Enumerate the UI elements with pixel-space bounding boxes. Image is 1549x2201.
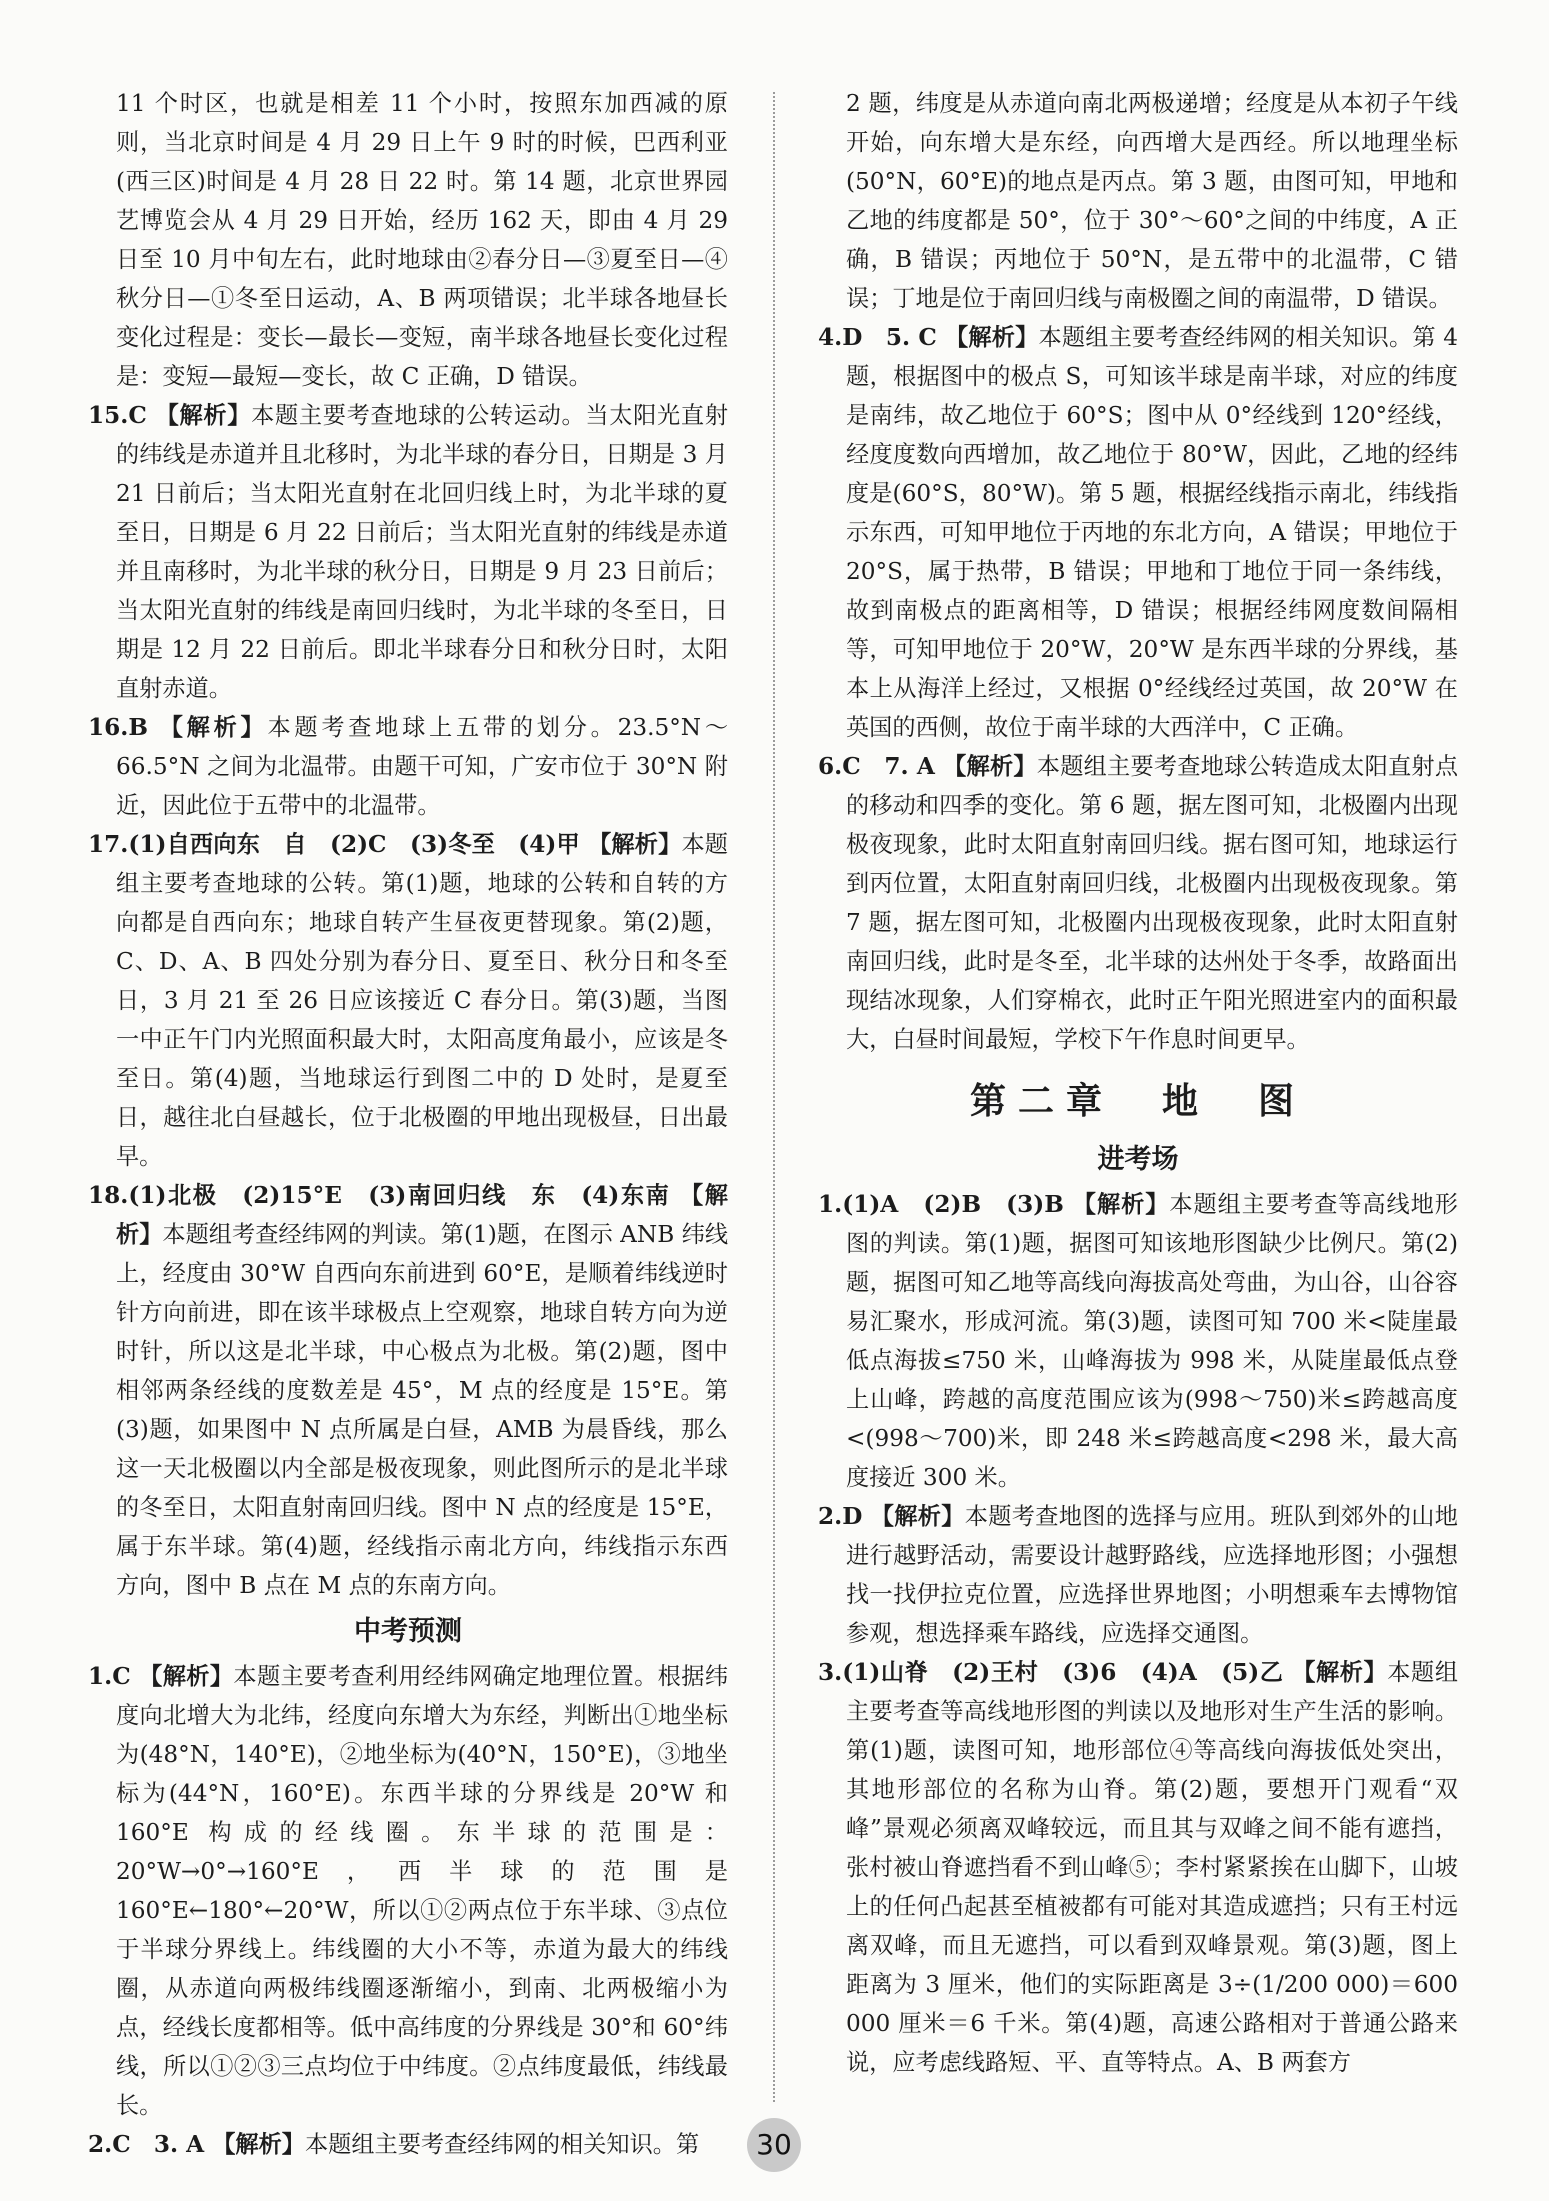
answer-explanation: 本题组主要考查经纬网的相关知识。第 4 题，根据图中的极点 S，可知该半球是南半球，对应的纬度是南纬，故乙地位于 60°S；图中从 0°经线到 120°经线，经度度数向西增加，故乙地位于 80°W，因此，乙地的经纬度是(60°S，80°W)。第 5 题，根据经线指示南北，纬线指示东西，可知甲地位于丙地的东北方向，A 错误；甲地位于 20°S，属于热带，B 错误；甲地和丁地位于同一条纬线，故到南极点的距离相等，D 错误；根据经纬网度数间隔相等，可知甲地位于 20°W，20°W 是东西半球的分界线，基本上从海洋上经过，又根据 0°经线经过英国，故 20°W 在英国的西侧，故位于南半球的大西洋中，C 正确。 [846,324,1459,741]
answer-explanation: 本题考查地球上五带的划分。23.5°N～66.5°N 之间为北温带。由题干可知，广安市位于 30°N 附近，因此位于五带中的北温带。 [116,714,729,819]
answer-16 [88,708,728,825]
answer-number: 18. [88,1182,129,1209]
prediction-answer-4-5 [818,318,1458,747]
answer-explanation: 本题组考查经纬网的判读。第(1)题，在图示 ANB 纬线上，经度由 30°W 自西向东前进到 60°E，是顺着纬线逆时针方向前进，即在该半球极点上空观察，地球自转方向为逆时针，所以这是北半球，中心极点为北极。第(2)题，图中相邻两条经线的度数差是 45°，M 点的经度是 15°E。第(3)题，如果图中 N 点所属是白昼，AMB 为晨昏线，那么这一天北极圈以内全部是极夜现象，则此图所示的是北半球的冬至日，太阳直射南回归线。图中 N 点的经度是 15°E，属于东半球。第(4)题，经线指示南北方向，纬线指示东西方向，图中 B 点在 M 点的东南方向。 [116,1221,729,1599]
answer-explanation: 本题组主要考查经纬网的相关知识。第 [304,2131,700,2158]
answer-explanation: 本题主要考查地球的公转运动。当太阳光直射的纬线是赤道并且北移时，为北半球的春分日，日期是 3 月 21 日前后；当太阳光直射在北回归线上时，为北半球的夏至日，日期是 6 月 22 日前后；当太阳光直射的纬线是赤道并且南移时，为北半球的秋分日，日期是 9 月 23 日前后；当太阳光直射的纬线是南回归线时，为北半球的冬至日，日期是 12 月 22 日前后。即北半球春分日和秋分日时，太阳直射赤道。 [116,402,729,702]
answer-number: 1. [818,1191,843,1218]
answer-key: (1)北极 (2)15°E (3)南回归线 东 (4)东南 【解析】 [116,1182,728,1248]
prediction-answer-2-3 [88,2125,728,2164]
answer-key: C 【解析】 [128,402,252,429]
section-title-jin-kaochang: 进考场 [1097,1144,1179,1175]
exam-answer-1 [818,1185,1458,1497]
answer-explanation: 本题主要考查利用经纬网确定地理位置。根据纬度向北增大为北纬，经度向东增大为东经，判断出①地坐标为(48°N，140°E)，②地坐标为(40°N，150°E)，③地坐标为(44°N，160°E)。东西半球的分界线是 20°W 和 160°E 构成的经线圈。东半球的范围是：20°W→0°→160°E，西半球的范围是 160°E←180°←20°W，所以①②两点位于东半球、③点位于半球分界线上。纬线圈的大小不等，赤道为最大的纬线圈，从赤道向两极纬线圈逐渐缩小，到南、北两极缩小为点，经线长度都相等。低中高纬度的分界线是 30°和 60°纬线，所以①②③三点均位于中纬度。②点纬度最低，纬线最长。 [116,1663,729,2119]
answer-18 [88,1176,728,1605]
answer-17 [88,825,728,1176]
prediction-answer-1 [88,1657,728,2125]
answer-key: (1)山脊 (2)王村 (3)6 (4)A (5)乙 【解析】 [842,1659,1388,1686]
answer-number: 16. [88,714,129,741]
answer-key: C 7. A 【解析】 [842,753,1037,780]
prediction-2-3-continuation: 2 题，纬度是从赤道向南北两极递增；经度是从本初子午线开始，向东增大是东经，向西增大是西经。所以地理坐标(50°N，60°E)的地点是丙点。第 3 题，由图可知，甲地和乙地的纬度都是 50°，位于 30°～60°之间的中纬度，A 正确，B 错误；丙地位于 50°N，是五带中的北温带，C 错误；丁地是位于南回归线与南极圈之间的南温带，D 错误。 [846,90,1458,312]
answer-key: (1)自西向东 自 (2)C (3)冬至 (4)甲 【解析】 [128,831,682,858]
answer-number: 2. [88,2131,113,2158]
answer-number: 1. [88,1663,113,1690]
column-divider [773,92,775,2102]
answer-15 [88,396,728,708]
q13-14-continuation: 11 个时区，也就是相差 11 个小时，按照东加西减的原则，当北京时间是 4 月 29 日上午 9 时的时候，巴西利亚(西三区)时间是 4 月 28 日 22 时。第 14 题，北京世界园艺博览会从 4 月 29 日开始，经历 162 天，即由 4 月 29 日至 10 月中旬左右，此时地球由②春分日—③夏至日—④秋分日—①冬至日运动，A、B 两项错误；北半球各地昼长变化过程是：变长—最长—变短，南半球各地昼长变化过程是：变短—最短—变长，故 C 正确，D 错误。 [116,90,728,390]
prediction-answer-6-7 [818,747,1458,1059]
answer-explanation: 本题组主要考查等高线地形图的判读以及地形对生产生活的影响。第(1)题，读图可知，地形部位④等高线向海拔低处突出，其地形部位的名称为山脊。第(2)题，要想开门观看“双峰”景观必须离双峰较远，而且其与双峰之间不能有遮挡，张村被山脊遮挡看不到山峰⑤；李村紧紧挨在山脚下，山坡上的任何凸起甚至植被都有可能对其造成遮挡；只有王村远离双峰，而且无遮挡，可以看到双峰景观。第(3)题，图上距离为 3 厘米，他们的实际距离是 3÷(1/200 000)＝600 000 厘米＝6 千米。第(4)题，高速公路相对于普通公路来说，应考虑线路短、平、直等特点。A、B 两套方 [846,1659,1459,2076]
answer-number: 17. [88,831,129,858]
answer-explanation: 本题考查地图的选择与应用。班队到郊外的山地进行越野活动，需要设计越野路线，应选择地形图；小强想找一找伊拉克位置，应选择世界地图；小明想乘车去博物馆参观，想选择乘车路线，应选择交通图。 [846,1503,1458,1647]
exam-answer-3 [818,1653,1458,2082]
left-column [88,84,728,2164]
answer-number: 4. [818,324,843,351]
answer-key: C 3. A 【解析】 [112,2131,305,2158]
answer-explanation: 本题组主要考查等高线地形图的判读。第(1)题，据图可知该地形图缺少比例尺。第(2)题，据图可知乙地等高线向海拔高处弯曲，为山谷，山谷容易汇聚水，形成河流。第(3)题，读图可知 700 米<陡崖最低点海拔≤750 米，山峰海拔为 998 米，从陡崖最低点登上山峰，跨越的高度范围应该为(998～750)米≤跨越高度<(998～700)米，即 248 米≤跨越高度<298 米，最大高度接近 300 米。 [846,1191,1458,1491]
chapter-title: 第二章 地 图 [969,1081,1306,1122]
answer-key: D 5. C 【解析】 [842,324,1039,351]
answer-key: C 【解析】 [112,1663,234,1690]
answer-explanation: 本题组主要考查地球公转造成太阳直射点的移动和四季的变化。第 6 题，据左图可知，北极圈内出现极夜现象，此时太阳直射南回归线。据右图可知，地球运行到丙位置，太阳直射南回归线，北极圈内出现极夜现象。第 7 题，据左图可知，北极圈内出现极夜现象，此时太阳直射南回归线，此时是冬至，北半球的达州处于冬季，故路面出现结冰现象，人们穿棉衣，此时正午阳光照进室内的面积最大，白昼时间最短，学校下午作息时间更早。 [846,753,1459,1053]
answer-explanation: 本题组主要考查地球的公转。第(1)题，地球的公转和自转的方向都是自西向东；地球自转产生昼夜更替现象。第(2)题，C、D、A、B 四处分别为春分日、夏至日、秋分日和冬至日，3 月 21 至 26 日应该接近 C 春分日。第(3)题，当图一中正午门内光照面积最大时，太阳高度角最小，应该是冬至日。第(4)题，当地球运行到图二中的 D 处时，是夏至日，越往北白昼越长，位于北极圈的甲地出现极昼，日出最早。 [116,831,728,1170]
answer-number: 3. [818,1659,843,1686]
answer-key: (1)A (2)B (3)B 【解析】 [842,1191,1170,1218]
answer-key: D 【解析】 [842,1503,965,1530]
answer-number: 15. [88,402,129,429]
exam-answer-2 [818,1497,1458,1653]
answer-key: B 【解析】 [128,714,268,741]
answer-number: 2. [818,1503,843,1530]
section-title-zhongkao-yuce: 中考预测 [354,1616,462,1647]
page-number-badge: 30 [747,2118,801,2172]
answer-number: 6. [818,753,843,780]
right-column [818,84,1458,2082]
